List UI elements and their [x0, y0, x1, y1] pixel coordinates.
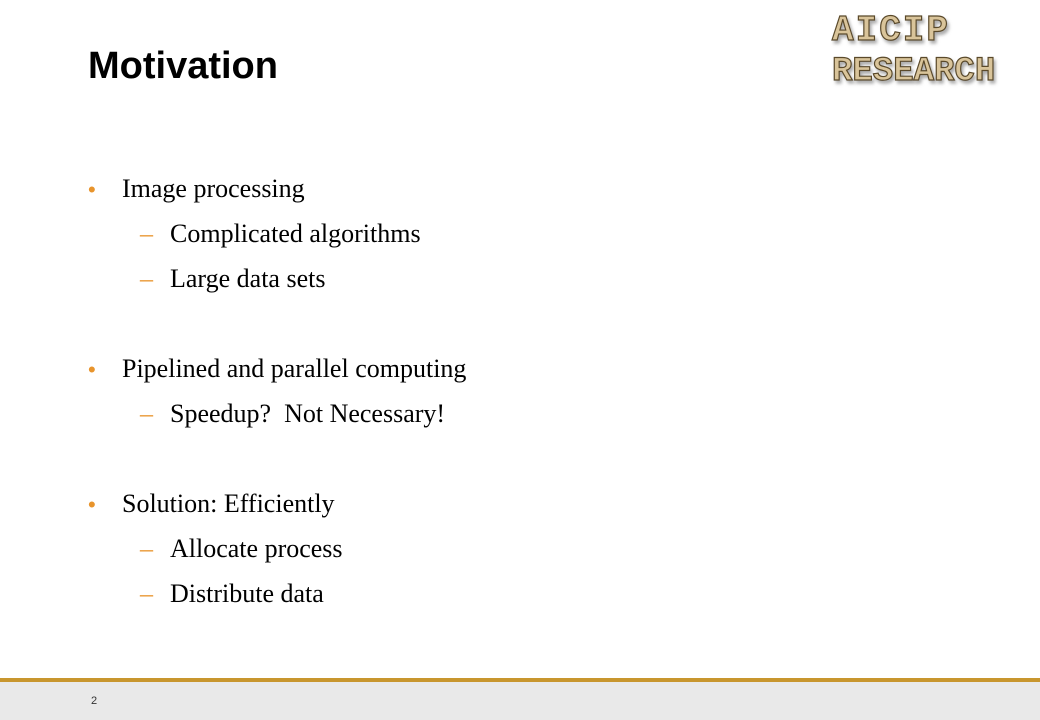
- sub-bullet-text: Speedup? Not Necessary!: [170, 399, 446, 428]
- bullet-item: [88, 346, 466, 391]
- bullet-text: Pipelined and parallel computing: [122, 354, 467, 383]
- slide-content: [88, 166, 466, 661]
- aicip-research-logo: [830, 4, 1036, 88]
- bullet-item: [88, 166, 466, 211]
- dash-marker-icon: –: [140, 579, 153, 608]
- sub-bullet-text: Large data sets: [170, 264, 326, 293]
- bullet-item: [88, 481, 466, 526]
- sub-bullet-text: Allocate process: [170, 534, 343, 563]
- bullet-group: [88, 481, 466, 616]
- footer-bar: [0, 682, 1040, 720]
- sub-bullet-item: [88, 211, 466, 256]
- logo-line-2: RESEARCH: [832, 53, 996, 88]
- sub-bullet-item: [88, 391, 466, 436]
- sub-bullet-item: [88, 526, 466, 571]
- dash-marker-icon: –: [140, 534, 153, 563]
- bullet-marker-icon: •: [88, 357, 96, 382]
- bullet-marker-icon: •: [88, 492, 96, 517]
- bullet-group: [88, 346, 466, 436]
- bullet-group: [88, 166, 466, 301]
- sub-bullet-item: [88, 571, 466, 616]
- bullet-text: Solution: Efficiently: [122, 489, 335, 518]
- bullet-marker-icon: •: [88, 177, 96, 202]
- sub-bullet-item: [88, 256, 466, 301]
- sub-bullet-text: Complicated algorithms: [170, 219, 421, 248]
- slide-title: Motivation: [88, 45, 278, 87]
- dash-marker-icon: –: [140, 399, 153, 428]
- bullet-text: Image processing: [122, 174, 305, 203]
- sub-bullet-text: Distribute data: [170, 579, 324, 608]
- dash-marker-icon: –: [140, 264, 153, 293]
- dash-marker-icon: –: [140, 219, 153, 248]
- page-number: 2: [91, 695, 98, 707]
- logo-line-1: AICIP: [832, 10, 951, 51]
